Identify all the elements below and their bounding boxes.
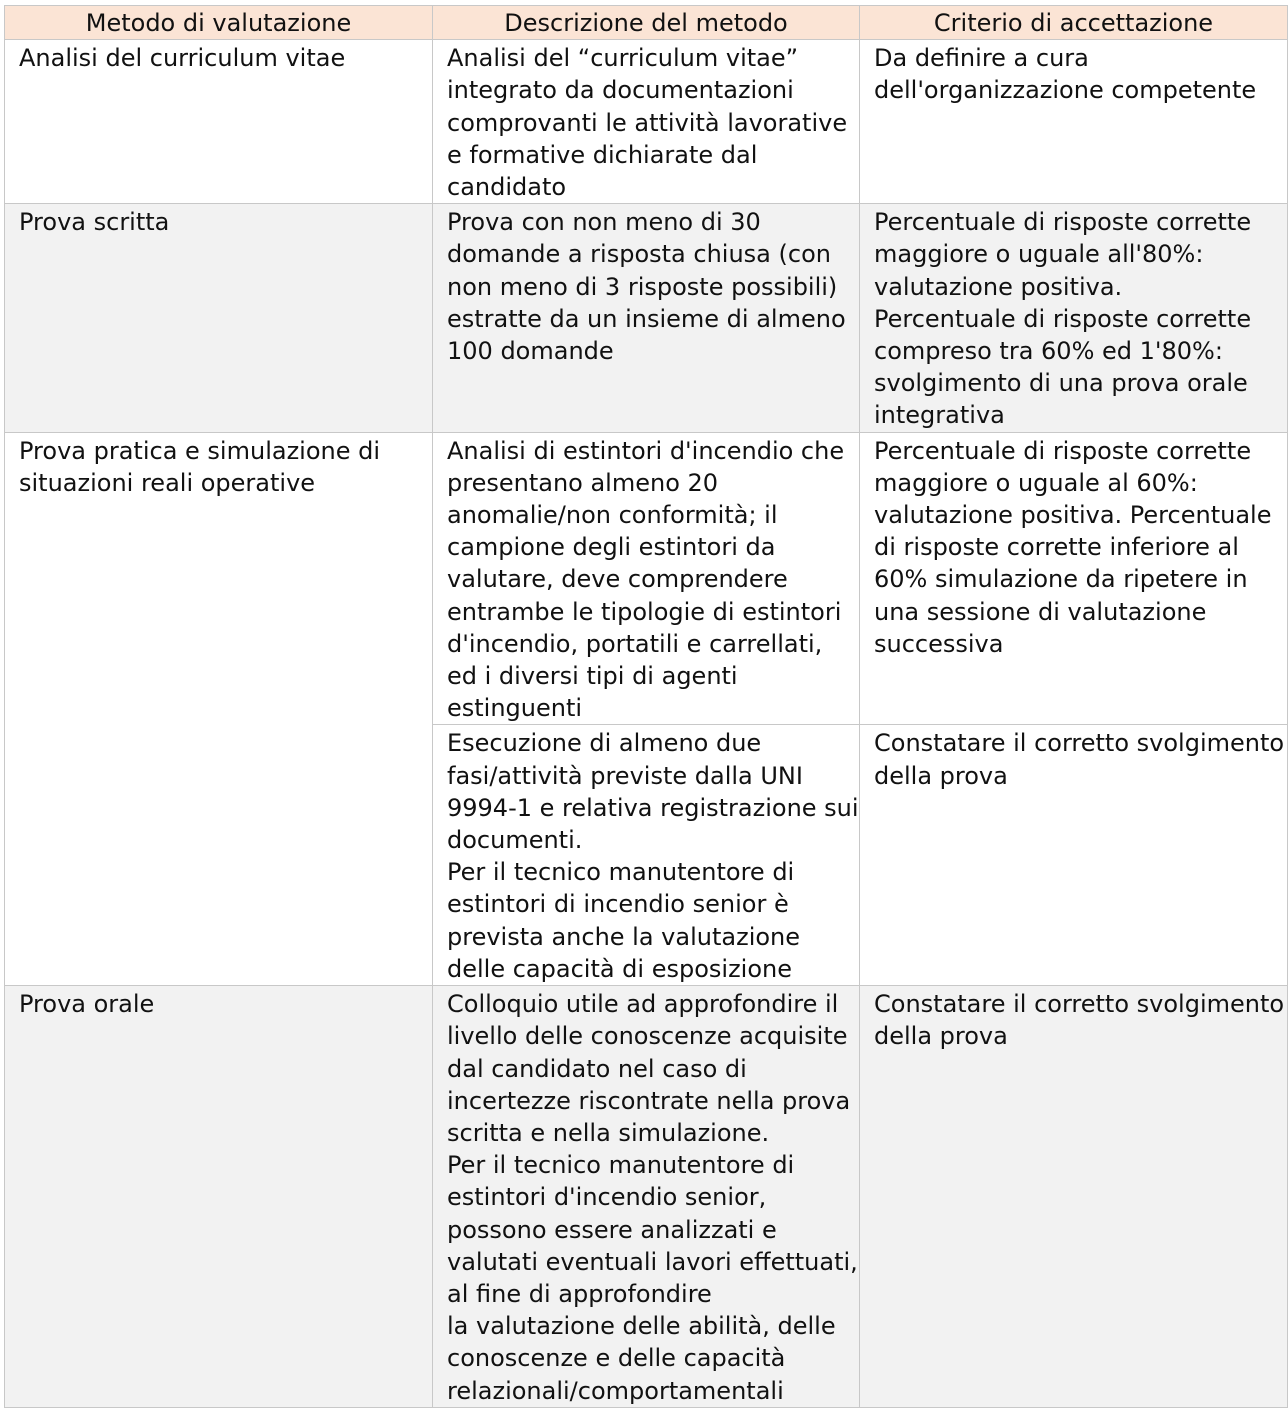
method-cell — [5, 432, 433, 985]
table-row — [5, 204, 1288, 432]
method-cell — [5, 986, 433, 1408]
criterion-line: maggiore o uguale al 60%: — [874, 468, 1198, 497]
description-line: valutati eventuali lavori effettuati, — [447, 1247, 858, 1276]
description-line: 9994-1 e relativa registrazione sui — [447, 793, 859, 822]
method-text: Analisi del curriculum vitae — [19, 44, 346, 73]
description-line: Analisi di estintori d'incendio che — [447, 436, 845, 465]
description-line: estintori d'incendio senior, — [447, 1183, 767, 1212]
method-cell — [5, 204, 433, 432]
header-row — [5, 6, 1288, 40]
description-line: valutare, deve comprendere — [447, 565, 788, 594]
criterion-line: Percentuale di risposte corrette — [874, 436, 1252, 465]
table-row — [5, 432, 1288, 725]
criterion-cell — [860, 725, 1288, 986]
description-line: livello delle conoscenze acquisite — [447, 1022, 848, 1051]
description-line: comprovanti le attività lavorative — [447, 108, 848, 137]
description-line: possono essere analizzati e — [447, 1215, 777, 1244]
criterion-line: di risposte corrette inferiore al — [874, 533, 1239, 562]
criterion-cell — [860, 204, 1288, 432]
description-cell — [433, 40, 860, 204]
table-row — [5, 40, 1288, 204]
criterion-line: dell'organizzazione competente — [874, 76, 1257, 105]
criterion-line: valutazione positiva. — [874, 272, 1123, 301]
description-line: ed i diversi tipi di agenti — [447, 662, 738, 691]
header-criterion: Criterio di accettazione — [860, 6, 1288, 40]
description-cell — [433, 204, 860, 432]
criterion-cell — [860, 40, 1288, 204]
criterion-line: Constatare il corretto svolgimento — [874, 729, 1285, 758]
description-line: documenti. — [447, 826, 583, 855]
header-method: Metodo di valutazione — [5, 6, 433, 40]
description-line: non meno di 3 risposte possibili) — [447, 272, 838, 301]
criterion-line: una sessione di valutazione — [874, 597, 1207, 626]
description-line: conoscenze e delle capacità — [447, 1344, 786, 1373]
description-cell — [433, 725, 860, 986]
description-line: Colloquio utile ad approfondire il — [447, 990, 839, 1019]
criterion-line: successiva — [874, 629, 1004, 658]
method-text: Prova pratica e simulazione di — [19, 436, 381, 465]
criterion-line: integrativa — [874, 401, 1005, 430]
method-text: situazioni reali operative — [19, 468, 316, 497]
description-line: scritta e nella simulazione. — [447, 1118, 770, 1147]
method-text: Prova orale — [19, 990, 155, 1019]
criterion-line: valutazione positiva. Percentuale — [874, 501, 1272, 530]
criterion-line: Percentuale di risposte corrette — [874, 208, 1252, 237]
description-line: estintori di incendio senior è — [447, 890, 789, 919]
description-line: entrambe le tipologie di estintori — [447, 597, 842, 626]
description-line: estinguenti — [447, 694, 583, 723]
criterion-line: maggiore o uguale all'80%: — [874, 240, 1204, 269]
description-line: Per il tecnico manutentore di — [447, 858, 795, 887]
criterion-line: svolgimento di una prova orale — [874, 369, 1248, 398]
description-line: 100 domande — [447, 337, 614, 366]
criterion-line: Percentuale di risposte corrette — [874, 304, 1252, 333]
description-line: la valutazione delle abilità, delle — [447, 1312, 836, 1341]
description-line: presentano almeno 20 — [447, 468, 719, 497]
description-line: Analisi del “curriculum vitae” — [447, 44, 799, 73]
description-line: dal candidato nel caso di — [447, 1054, 747, 1083]
description-line: campione degli estintori da — [447, 533, 776, 562]
criterion-line: 60% simulazione da ripetere in — [874, 565, 1248, 594]
description-line: candidato — [447, 173, 567, 202]
description-line: d'incendio, portatili e carrellati, — [447, 629, 823, 658]
description-line: anomalie/non conformità; il — [447, 501, 778, 530]
description-line: integrato da documentazioni — [447, 76, 794, 105]
description-line: fasi/attività previste dalla UNI — [447, 761, 803, 790]
criterion-line: Da definire a cura — [874, 44, 1089, 73]
header-description: Descrizione del metodo — [433, 6, 860, 40]
description-line: incertezze riscontrate nella prova — [447, 1086, 851, 1115]
method-text: Prova scritta — [19, 208, 170, 237]
criterion-cell — [860, 432, 1288, 725]
method-cell — [5, 40, 433, 204]
description-cell — [433, 432, 860, 725]
criterion-line: compreso tra 60% ed 1'80%: — [874, 337, 1223, 366]
description-line: Prova con non meno di 30 — [447, 208, 761, 237]
description-line: relazionali/comportamentali — [447, 1376, 784, 1405]
criterion-cell — [860, 986, 1288, 1408]
table-row — [5, 986, 1288, 1408]
description-line: Esecuzione di almeno due — [447, 729, 762, 758]
description-line: estratte da un insieme di almeno — [447, 304, 846, 333]
description-line: prevista anche la valutazione — [447, 922, 801, 951]
criterion-line: della prova — [874, 1022, 1008, 1051]
criterion-line: Constatare il corretto svolgimento — [874, 990, 1285, 1019]
description-line: delle capacità di esposizione — [447, 954, 792, 983]
description-cell — [433, 986, 860, 1408]
evaluation-methods-table — [4, 5, 1288, 1408]
criterion-line: della prova — [874, 761, 1008, 790]
description-line: Per il tecnico manutentore di — [447, 1151, 795, 1180]
description-line: e formative dichiarate dal — [447, 140, 758, 169]
description-line: al fine di approfondire — [447, 1279, 712, 1308]
description-line: domande a risposta chiusa (con — [447, 240, 831, 269]
